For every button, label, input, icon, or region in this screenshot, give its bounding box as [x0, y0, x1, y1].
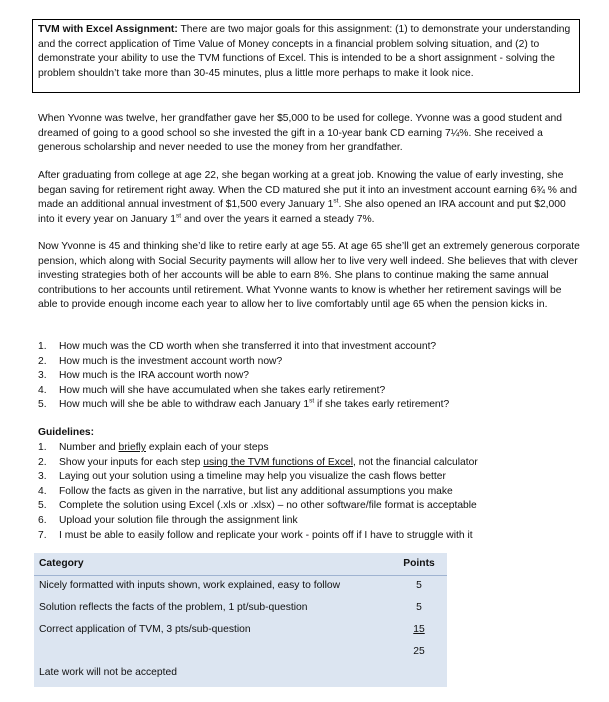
rubric-total: 25	[413, 646, 425, 657]
question-item: 1. How much was the CD worth when she transferred it into that investment account?	[38, 341, 437, 352]
narrative-paragraph-3: Now Yvonne is 45 and thinking she’d like to retire early at age 55. At age 65 she’ll get an extremely generous corporate pension, which along with Social Security payments will allow her to live very well indeed. She believes that with clever investing strategies both of her accounts will be able to earn 8%. She plans to continue making the same annual contributions to her accounts until retirement. What Yvonne wants to know is whether her retirement savings will be able to provide enough income each year to allow her to live comfortably until age 65 when the pension kicks in.	[38, 241, 580, 311]
question-item: 4. How much will she have accumulated when she takes early retirement?	[38, 384, 386, 396]
guideline-item: 5. Complete the solution using Excel (.xls or .xlsx) – no other software/file format is acceptable	[38, 500, 477, 512]
late-work-note: Late work will not be accepted	[39, 667, 177, 678]
guideline-item: 7. I must be able to easily follow and replicate your work - points off if I have to struggle with it	[38, 529, 473, 541]
assignment-title: TVM with Excel Assignment:	[38, 24, 178, 35]
question-item: 3. How much is the IRA account worth now?	[38, 370, 250, 382]
rubric-header-category: Category	[39, 558, 84, 569]
assignment-intro-text: There are two major goals for this assignment: (1) to demonstrate your understanding and the correct application of Time Value of Money concepts in a financial problem solving situation, and (2) to demonstrate your ability to use the TVM functions of Excel. This is intended to be a short assignment - solving the problem shouldn’t take more than 30-45 minutes, plus a little more perhaps to make it look nice.	[38, 24, 571, 79]
guideline-item: 6. Upload your solution file through the assignment link	[38, 514, 298, 526]
assignment-intro-box	[32, 19, 580, 93]
guidelines-list	[38, 441, 583, 543]
rubric-header-row	[34, 553, 447, 576]
question-item: 5. How much will she be able to withdraw each January 1st if she takes early retirement?	[38, 397, 450, 411]
rubric-header-points: Points	[403, 558, 435, 569]
question-item: 2. How much is the investment account worth now?	[38, 355, 283, 367]
rubric-table: Category Points Nicely formatted with inputs shown, work explained, easy to follow 5 Solution reflects the facts of the problem, 1 pt/sub-question 5 Correct application of TVM, 3 pts/sub-question 15 25 Late work will not be accepted	[34, 553, 447, 687]
narrative-paragraph-1: When Yvonne was twelve, her grandfather gave her $5,000 to be used for college. Yvonne was a good student and dreamed of going to a good school so she invested the gift in a 10-year bank CD earning 7¼%. She received a generous scholarship and never needed to use the money from her grandfather.	[38, 113, 562, 154]
guideline-item: 4. Follow the facts as given in the narrative, but list any additional assumptions you make	[38, 485, 453, 497]
guideline-item: 3. Laying out your solution using a timeline may help you visualize the cash flows better	[38, 471, 446, 483]
guidelines-title: Guidelines:	[38, 427, 95, 438]
guideline-item: 2. Show your inputs for each step using the TVM functions of Excel, not the financial calculator	[38, 456, 478, 468]
guideline-item: 1. Number and briefly explain each of your steps	[38, 442, 269, 453]
narrative-paragraph-2: After graduating from college at age 22, she began working at a great job. Knowing the value of early investing, she began saving for retirement right away. When the CD matured she put it into an investment account earning 6¾ % and made an additional annual investment of $1,500 every January 1st. She also opened an IRA account and put $2,000 into it every year on January 1st and over the years it earned a steady 7%.	[38, 170, 577, 225]
questions-list	[38, 340, 583, 413]
